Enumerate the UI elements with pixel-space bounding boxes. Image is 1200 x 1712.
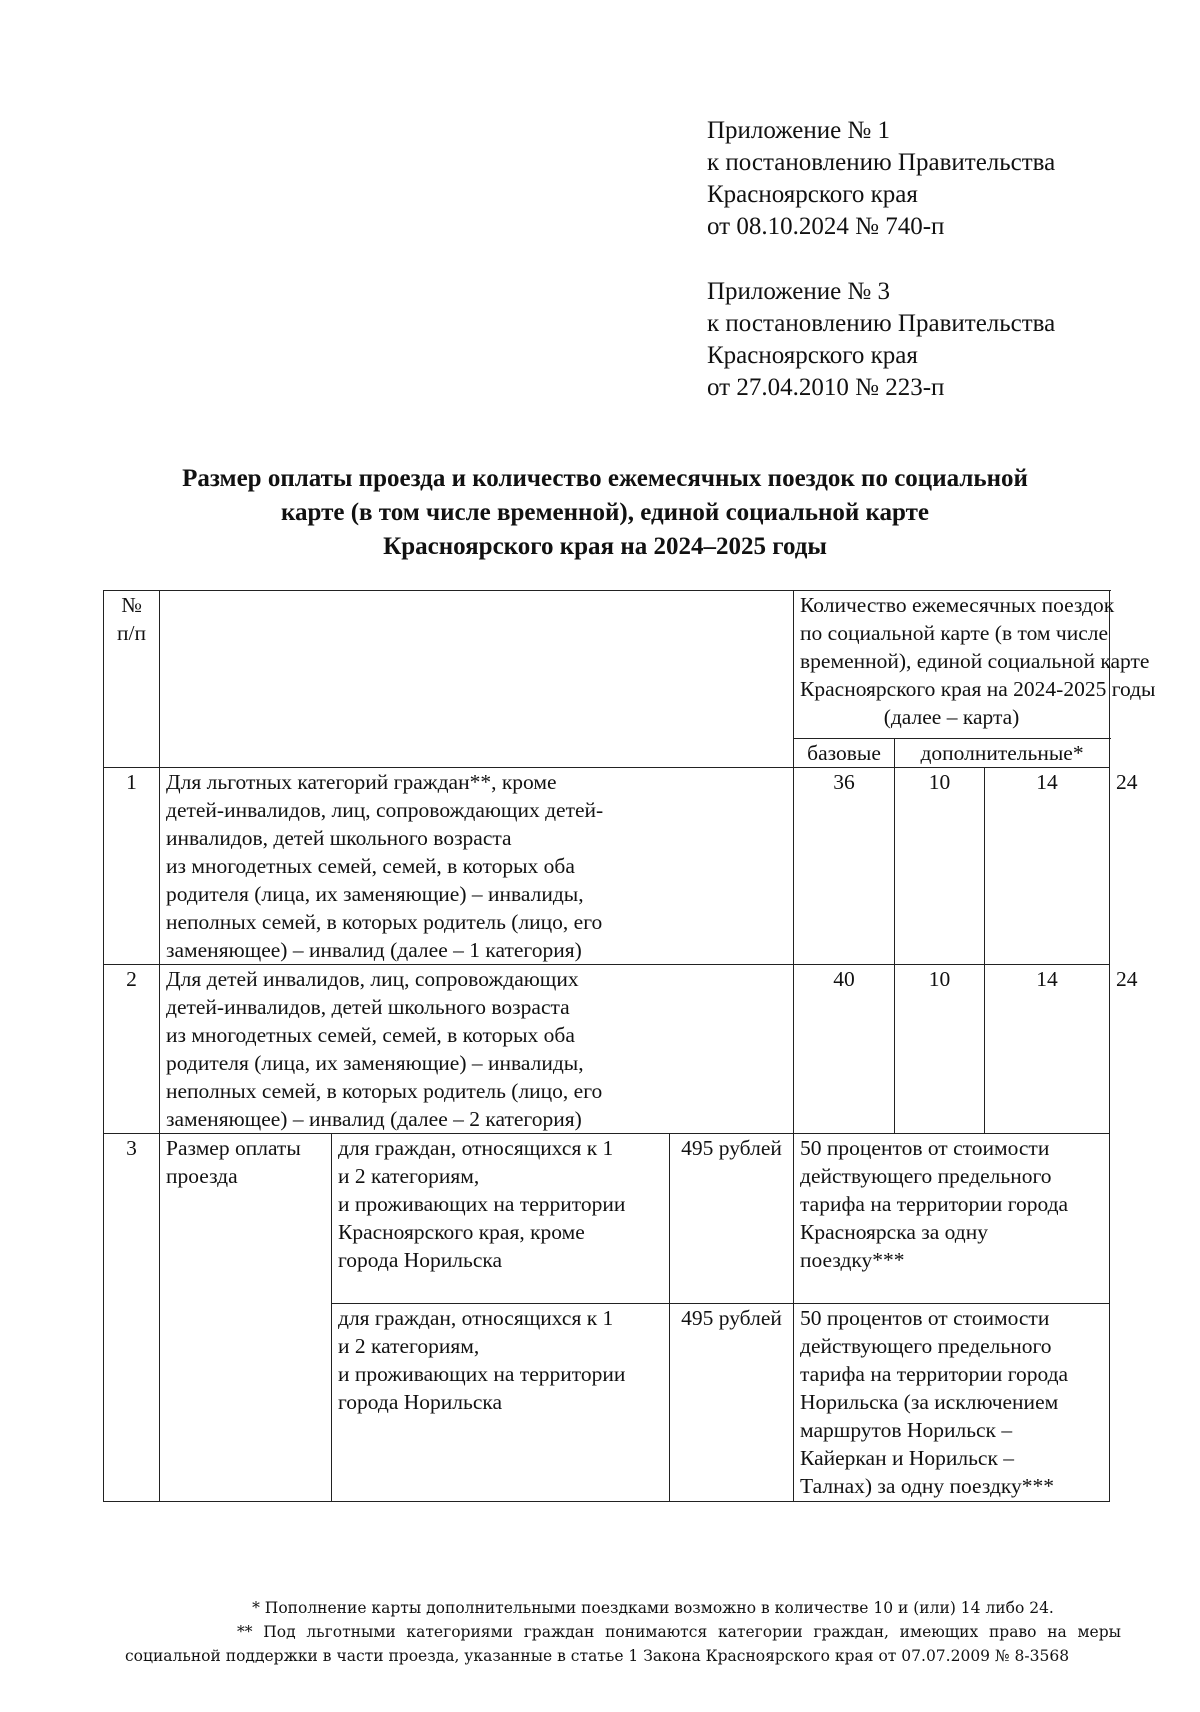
fare-condition-cell	[332, 1304, 670, 1502]
fare-extra-line: Красноярска за одну	[800, 1220, 988, 1244]
fare-condition-line: для граждан, относящихся к 1	[338, 1136, 614, 1160]
row-text-line: инвалидов, детей школьного возраста	[166, 826, 512, 850]
fare-extra-line: Талнах) за одну поездку***	[800, 1474, 1055, 1498]
row-text-line: детей-инвалидов, лиц, сопровождающих детей-	[166, 798, 604, 822]
header-additional-cell: дополнительные*	[895, 739, 1110, 768]
additional-trips-value: 14	[985, 768, 1110, 965]
header-trips-line: Количество ежемесячных поездок	[800, 593, 1115, 617]
header-number-label: п/п	[117, 621, 146, 645]
annex-3-line: Красноярского края	[707, 342, 918, 369]
fare-condition-line: и 2 категориям,	[338, 1334, 480, 1358]
fare-extra-line: Кайеркан и Норильск –	[800, 1446, 1015, 1470]
fare-extra-line: действующего предельного	[800, 1164, 1052, 1188]
fare-condition-line: Красноярского края, кроме	[338, 1220, 585, 1244]
footnote-2: ** Под льготными категориями граждан понимаются категории граждан, имеющих право на меры	[237, 1623, 1121, 1641]
row-text-line: родителя (лица, их заменяющие) – инвалиды,	[166, 882, 584, 906]
header-trips-line: Красноярского края на 2024-2025 годы	[800, 677, 1156, 701]
basic-trips-value: 40	[794, 965, 895, 1134]
fare-extra-line: 50 процентов от стоимости	[800, 1306, 1050, 1330]
fare-label-line: проезда	[166, 1164, 238, 1188]
footnotes	[125, 1596, 1121, 1668]
title-line: Красноярского края на 2024–2025 годы	[383, 533, 827, 560]
header-trips-cell	[794, 591, 1156, 739]
annex-1-line: к постановлению Правительства	[707, 149, 1056, 176]
fare-price-value: 495 рублей	[670, 1304, 794, 1502]
basic-trips-value: 36	[794, 768, 895, 965]
header-trips-line: временной), единой социальной карте	[800, 649, 1150, 673]
table-header-row	[104, 591, 1110, 739]
row-text-line: заменяющее) – инвалид (далее – 2 категория)	[166, 1107, 582, 1131]
fare-label-line: Размер оплаты	[166, 1136, 301, 1160]
row-number: 3	[104, 1134, 160, 1502]
annex-3-header	[707, 276, 1055, 404]
document-title	[90, 462, 1120, 564]
fare-price-value: 495 рублей	[670, 1134, 794, 1304]
row-text-line: заменяющее) – инвалид (далее – 1 категория)	[166, 938, 582, 962]
annex-1-line: от 08.10.2024 № 740-п	[707, 213, 945, 240]
fare-condition-line: города Норильска	[338, 1248, 503, 1272]
table-row: 1 Для льготных категорий граждан**, кроме детей-инвалидов, лиц, сопровождающих детей- инвалидов, детей школьного возраста из многодетных семей, семей, в которых оба родителя (лица, их заменяющие) – инвалиды, неполных семей, в которых родитель (лицо, его заменяющее) – инвалид (далее – 1 категория) 36 10 14 24	[104, 768, 1110, 965]
fare-extra-cell	[794, 1134, 1110, 1304]
fare-condition-cell	[332, 1134, 670, 1304]
row-text-line: детей-инвалидов, детей школьного возраста	[166, 995, 570, 1019]
fare-extra-line: тарифа на территории города	[800, 1362, 1069, 1386]
fare-extra-line: действующего предельного	[800, 1334, 1052, 1358]
row-description	[160, 768, 794, 965]
additional-trips-value: 10	[895, 965, 985, 1134]
footnote-1: * Пополнение карты дополнительными поездками возможно в количестве 10 и (или) 14 либо 24.	[252, 1599, 1054, 1617]
fare-extra-line: Норильска (за исключением	[800, 1390, 1059, 1414]
row-text-line: из многодетных семей, семей, в которых оба	[166, 1023, 575, 1047]
fare-extra-line: маршрутов Норильск –	[800, 1418, 1013, 1442]
fare-extra-line: поездку***	[800, 1248, 905, 1272]
header-trips-line: (далее – карта)	[883, 705, 1020, 729]
fare-label-cell	[160, 1134, 332, 1502]
header-empty-cell	[160, 591, 794, 768]
row-description	[160, 965, 794, 1134]
header-trips-line: по социальной карте (в том числе	[800, 621, 1109, 645]
additional-trips-value: 10	[895, 768, 985, 965]
fare-extra-cell	[794, 1304, 1110, 1502]
fare-condition-line: и проживающих на территории	[338, 1362, 626, 1386]
fare-condition-line: и 2 категориям,	[338, 1164, 480, 1188]
fare-extra-line: 50 процентов от стоимости	[800, 1136, 1050, 1160]
fare-table	[103, 590, 1156, 1502]
row-number: 1	[104, 768, 160, 965]
header-number-cell	[104, 591, 160, 768]
fare-condition-line: города Норильска	[338, 1390, 503, 1414]
row-text-line: Для льготных категорий граждан**, кроме	[166, 770, 557, 794]
annex-1-line: Приложение № 1	[707, 117, 891, 144]
title-line: Размер оплаты проезда и количество ежемесячных поездок по социальной	[182, 465, 1028, 492]
header-number-label: №	[121, 593, 142, 617]
footnote-2-continuation: социальной поддержки в части проезда, указанные в статье 1 Закона Красноярского края от 07.07.2009 № 8-3568	[125, 1647, 1070, 1665]
annex-1-header	[707, 115, 1055, 243]
row-text-line: Для детей инвалидов, лиц, сопровождающих	[166, 967, 579, 991]
title-line: карте (в том числе временной), единой социальной карте	[281, 499, 929, 526]
row-text-line: из многодетных семей, семей, в которых оба	[166, 854, 575, 878]
annex-3-line: Приложение № 3	[707, 278, 891, 305]
row-text-line: неполных семей, в которых родитель (лицо, его	[166, 910, 603, 934]
table-row: 2 Для детей инвалидов, лиц, сопровождающих детей-инвалидов, детей школьного возраста из многодетных семей, семей, в которых оба родителя (лица, их заменяющие) – инвалиды, неполных семей, в которых родитель (лицо, его заменяющее) – инвалид (далее – 2 категория) 40 10 14 24	[104, 965, 1110, 1134]
fare-condition-line: и проживающих на территории	[338, 1192, 626, 1216]
row-text-line: неполных семей, в которых родитель (лицо, его	[166, 1079, 603, 1103]
annex-3-line: от 27.04.2010 № 223-п	[707, 374, 945, 401]
annex-1-line: Красноярского края	[707, 181, 918, 208]
additional-trips-value: 14	[985, 965, 1110, 1134]
row-number: 2	[104, 965, 160, 1134]
annex-3-line: к постановлению Правительства	[707, 310, 1056, 337]
fare-extra-line: тарифа на территории города	[800, 1192, 1069, 1216]
row-text-line: родителя (лица, их заменяющие) – инвалиды,	[166, 1051, 584, 1075]
header-basic-cell: базовые	[794, 739, 895, 768]
fare-condition-line: для граждан, относящихся к 1	[338, 1306, 614, 1330]
table-row	[104, 1134, 1110, 1304]
